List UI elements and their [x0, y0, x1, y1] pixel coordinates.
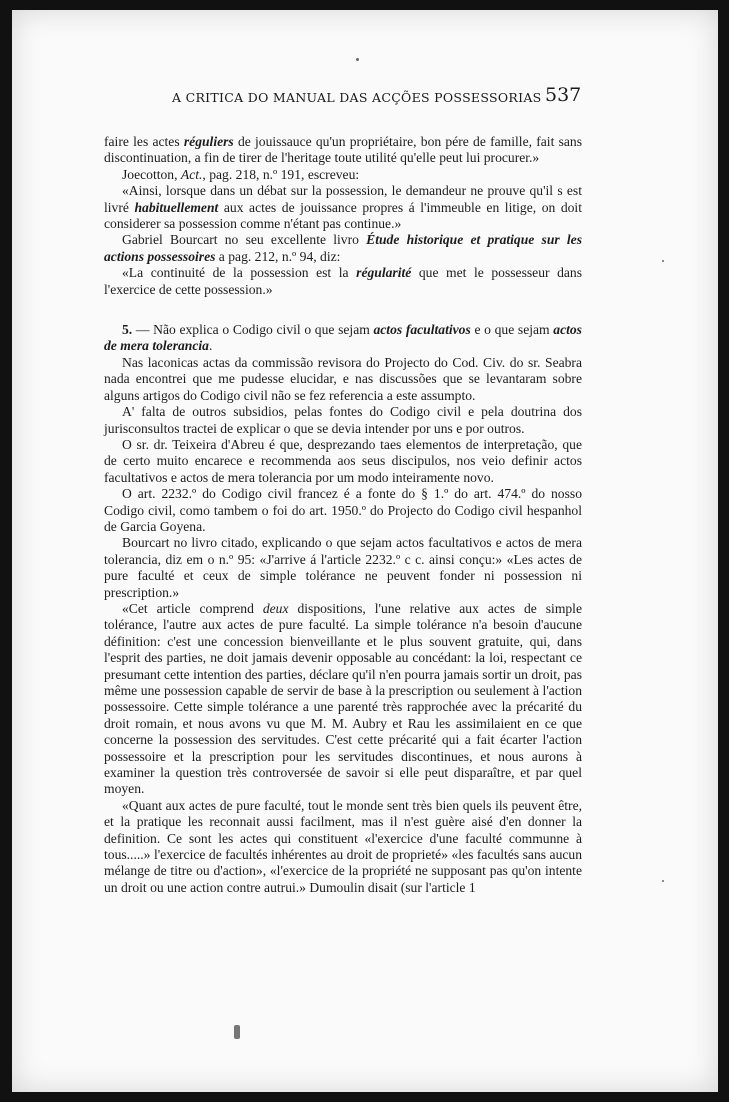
text-run: Nas laconicas actas da commissão revisora do Projecto do Cod. Civ. do sr. Seabra nada encontrei que me pudesse elucidar, e nas discussões que se levantaram sobre alguns artigos do Codigo civil não se fez referencia a este assumpto.: [104, 354, 582, 403]
text-run: Act.: [180, 166, 203, 182]
text-run: Joecotton,: [122, 166, 181, 182]
text-run: «Ainsi, lorsque dans un débat sur la possession, le demandeur ne prouve qu'il s est livré: [104, 183, 582, 215]
text-run: Bourcart no livro citado, explicando o que sejam actos facultativos e actos de mera tolerancia, diz em o n.º 95: «J'arrive á l'article 2232.º c c. ainsi conçu:» «Les actes de pure faculté et ceux de simple tolérance ne peuvent fonder ni possession ni prescription.»: [104, 535, 582, 600]
paragraph: [104, 134, 582, 167]
running-title: A CRITICA DO MANUAL DAS ACÇÕES POSSESSORIAS: [172, 90, 542, 105]
page-number: 537: [545, 84, 582, 106]
paragraph: [104, 601, 582, 798]
section-paragraph: [104, 322, 582, 355]
text-run: actos facultativos: [373, 322, 471, 338]
text-run: .: [208, 338, 213, 354]
text-run: régularité: [356, 265, 412, 281]
text-run: «Cet article comprend: [122, 600, 263, 616]
body-text: [104, 134, 582, 896]
paragraph: [104, 404, 582, 437]
text-run: 5.: [122, 322, 133, 338]
document-page: [12, 10, 718, 1092]
text-run: O art. 2232.º do Codigo civil francez é a fonte do § 1.º do art. 474.º do nosso Codigo civil, como tambem o foi do art. 1950.º do Projecto do Codigo civil hespanhol de Garcia Goyena.: [104, 486, 582, 534]
paragraph: [104, 183, 582, 232]
text-run: Gabriel Bourcart no seu excellente livro: [122, 232, 367, 248]
text-run: e o que sejam: [470, 322, 554, 338]
paragraph: [104, 232, 582, 265]
text-run: de jouissauce qu'un propriétaire, bon pére de famille, fait sans discontinuation, a fin de tirer de l'heritage toute utilité qu'elle peut lui procurer.»: [104, 134, 582, 166]
scan-speck: [356, 58, 359, 61]
text-run: a pag. 212, n.º 94, diz:: [215, 248, 341, 264]
paragraph: [104, 535, 582, 601]
text-run: habituellement: [134, 199, 219, 215]
text-run: faire les actes: [104, 134, 184, 149]
text-run: «Quant aux actes de pure faculté, tout le monde sent très bien quels ils peuvent être, et la pratique les reconnait aussi facilment, mas il n'est guère aisé d'en donner la definition. Ce sont les actes qui constituent «l'exercice d'une faculté communne à tous.....» l'exercice de facultés inhérentes au droit de proprieté» «les facultés sans aucun mélange de titre ou d'action», «l'exercice de la propriété ne supposant pas qu'on intente un droit ou une action contre autrui.» Dumoulin disait (sur l'article 1: [104, 797, 582, 895]
text-run: «La continuité de la possession est la: [122, 265, 357, 281]
text-run: , pag. 218, n.º 191, escreveu:: [202, 166, 360, 182]
text-run: réguliers: [183, 134, 234, 149]
paragraph: [104, 437, 582, 486]
text-run: que met le possesseur dans l'exercice de cette possession.»: [104, 265, 582, 297]
text-run: deux: [262, 600, 289, 616]
scan-speck: [234, 1025, 240, 1039]
text-run: — Não explica o Codigo civil o que sejam: [132, 322, 374, 338]
scan-speck: [662, 260, 664, 262]
paragraph: [104, 265, 582, 298]
text-run: aux actes de jouissance propres á l'immeuble en litige, on doit considerer sa possession comme n'étant pas continue.»: [104, 199, 582, 232]
text-run: O sr. dr. Teixeira d'Abreu é que, desprezando taes elementos de interpretação, que de certo muito encarece e recommenda aos seus discipulos, nos veio definir actos facultativos e actos de mera tolerancia por um modo inteiramente novo.: [104, 436, 582, 485]
paragraph: [104, 355, 582, 404]
text-run: A' falta de outros subsidios, pelas fontes do Codigo civil e pela doutrina dos jurisconsultos tractei de explicar o que se devia intender por uns e por outros.: [104, 404, 582, 436]
text-run: dispositions, l'une relative aux actes de simple tolérance, l'autre aux actes de pure faculté. La simple tolérance n'a besoin d'aucune définition: c'est une concession bienveillante et le plus souvent gratuite, qui, dans l'esprit des parties, ne doit jamais devenir opposable au concédant: la loi, respectant ce presumant cette intention des parties, déclare qu'il n'en pourra jamais sortir un droit, pas même une possession capable de servir de base à la prescription ou seulement à l'action possessoire. Cette simple tolérance a une parenté très rapprochée avec la précarité du droit romain, et nous avons vu que M. M. Aubry et Rau les assimilaient en ce que concerne la possession des servitudes. C'est cette précarité qui a fait écarter l'action possessoire et la prescription pour les servitudes discontinues, et nous aurons à examiner la question très controversée de savoir si elle peut disparaître, et par quel moyen.: [104, 600, 582, 797]
text-run: actos de mera tolerancia: [104, 322, 582, 354]
paragraph: [104, 167, 582, 183]
scan-speck: [662, 880, 664, 882]
paragraph: [104, 798, 582, 896]
text-run: Étude historique et pratique sur les actions possessoires: [104, 232, 582, 264]
paragraph: [104, 486, 582, 535]
